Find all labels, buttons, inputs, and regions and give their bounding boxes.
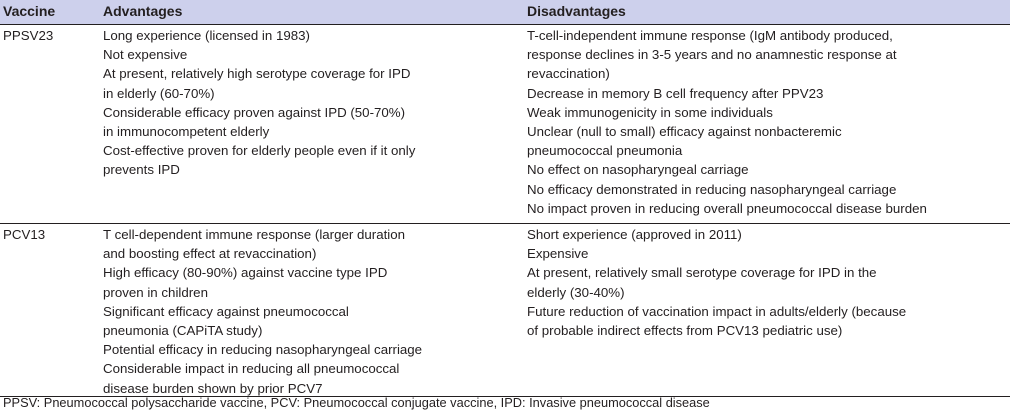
header-disadvantages: Disadvantages: [527, 3, 626, 19]
disadvantage-item: of probable indirect effects from PCV13 pediatric use): [527, 323, 843, 339]
advantage-item: At present, relatively high serotype coverage for IPD: [103, 66, 411, 82]
disadvantage-item: pneumococcal pneumonia: [527, 143, 683, 159]
disadvantage-item: T-cell-independent immune response (IgM antibody produced,: [527, 28, 893, 43]
table-row-pcv13: [0, 224, 1010, 397]
table-header: [0, 0, 1010, 25]
disadvantage-item: Unclear (null to small) efficacy against nonbacteremic: [527, 124, 842, 140]
disadvantage-item: At present, relatively small serotype coverage for IPD in the: [527, 265, 877, 281]
disadvantage-item: No efficacy demonstrated in reducing nasopharyngeal carriage: [527, 181, 897, 197]
header-vaccine: Vaccine: [3, 3, 56, 19]
advantage-item: and boosting effect at revaccination): [103, 246, 317, 262]
disadvantage-item: Decrease in memory B cell frequency after PPV23: [527, 85, 824, 101]
disadvantage-item: response declines in 3-5 years and no anamnestic response at: [527, 47, 897, 63]
vaccine-cell: PPSV23: [3, 28, 54, 43]
advantage-item: T cell-dependent immune response (larger duration: [103, 227, 406, 242]
advantage-item: Considerable impact in reducing all pneumococcal: [103, 361, 400, 377]
advantage-item: High efficacy (80-90%) against vaccine type IPD: [103, 265, 388, 281]
advantage-item: Significant efficacy against pneumococcal: [103, 303, 349, 319]
disadvantage-item: revaccination): [527, 66, 610, 82]
advantage-item: disease burden shown by prior PCV7: [103, 380, 323, 396]
disadvantage-item: Weak immunogenicity in some individuals: [527, 104, 773, 120]
advantage-item: Not expensive: [103, 47, 188, 63]
advantages-cell: [103, 225, 495, 398]
table-footnote: PPSV: Pneumococcal polysaccharide vaccine, PCV: Pneumococcal conjugate vaccine, IPD: Invasive pneumococcal disease: [3, 395, 710, 410]
advantage-item: Considerable efficacy proven against IPD (50-70%): [103, 104, 406, 120]
advantage-item: pneumonia (CAPiTA study): [103, 323, 263, 339]
disadvantages-cell: [527, 225, 1010, 340]
disadvantage-item: elderly (30-40%): [527, 284, 625, 300]
advantage-item: Long experience (licensed in 1983): [103, 28, 310, 43]
disadvantage-item: Future reduction of vaccination impact in adults/elderly (because: [527, 303, 907, 319]
advantage-item: in immunocompetent elderly: [103, 124, 270, 140]
header-advantages: Advantages: [103, 3, 183, 19]
table-row-ppsv23: [0, 25, 1010, 224]
advantage-item: prevents IPD: [103, 162, 180, 178]
advantages-cell: [103, 26, 495, 180]
disadvantage-item: Short experience (approved in 2011): [527, 227, 742, 242]
disadvantages-cell: [527, 26, 1010, 218]
advantage-item: in elderly (60-70%): [103, 85, 215, 101]
disadvantage-item: No impact proven in reducing overall pneumococcal disease burden: [527, 200, 927, 216]
advantage-item: Potential efficacy in reducing nasopharyngeal carriage: [103, 342, 423, 358]
vaccine-cell: PCV13: [3, 227, 46, 242]
advantage-item: proven in children: [103, 284, 208, 300]
advantage-item: Cost-effective proven for elderly people even if it only: [103, 143, 416, 159]
disadvantage-item: Expensive: [527, 246, 589, 262]
disadvantage-item: No effect on nasopharyngeal carriage: [527, 162, 749, 178]
